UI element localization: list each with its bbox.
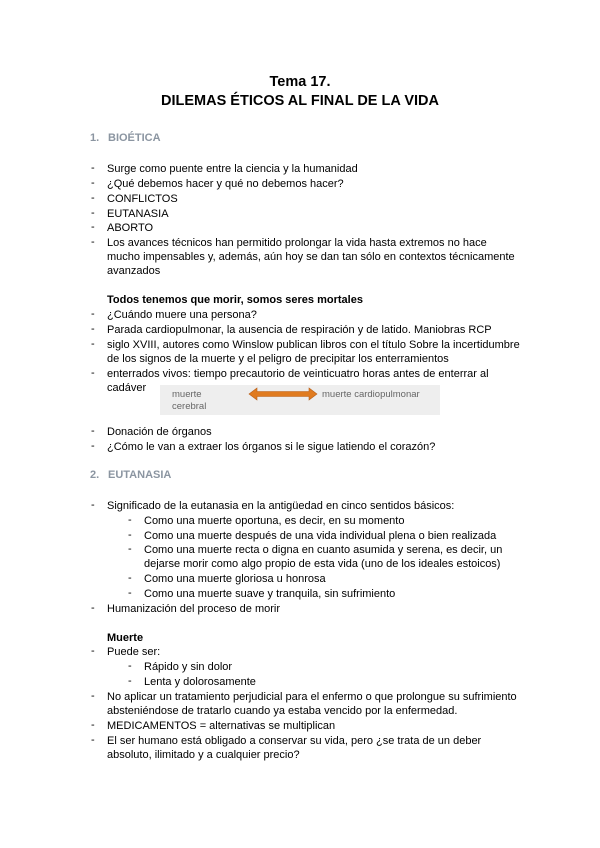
diagram-label-cerebral: muerte cerebral <box>172 389 207 412</box>
bullet-dash: - <box>91 338 95 350</box>
sub-bullet-dash: - <box>128 543 132 555</box>
sub-bullet-dash: - <box>128 587 132 599</box>
section-heading-eutanasia <box>90 469 171 481</box>
list-item-continued: absteniéndose de tratarlo cuando ya estaba vencido por la enfermedad. <box>107 705 458 717</box>
section-number: 2. <box>90 469 100 481</box>
list-item: Surge como puente entre la ciencia y la humanidad <box>107 163 358 175</box>
sub-bullet-dash: - <box>128 675 132 687</box>
list-item: enterrados vivos: tiempo precautorio de veinticuatro horas antes de enterrar al <box>107 368 489 380</box>
death-types-diagram <box>160 385 440 415</box>
sub-bullet-dash: - <box>128 660 132 672</box>
sub-list-item: Lenta y dolorosamente <box>144 676 256 688</box>
list-item: Puede ser: <box>107 646 161 658</box>
list-item: El ser humano está obligado a conservar su vida, pero ¿se trata de un deber <box>107 735 482 747</box>
bullet-dash: - <box>91 177 95 189</box>
bullet-dash: - <box>91 162 95 174</box>
bullet-dash: - <box>91 207 95 219</box>
section-number: 1. <box>90 132 100 144</box>
list-item: No aplicar un tratamiento perjudicial para el enfermo o que prolongue su sufrimiento <box>107 691 517 703</box>
bullet-dash: - <box>91 192 95 204</box>
bullet-dash: - <box>91 499 95 511</box>
list-item: ¿Qué debemos hacer y qué no debemos hacer? <box>107 178 344 190</box>
list-item: ¿Cómo le van a extraer los órganos si le sigue latiendo el corazón? <box>107 441 436 453</box>
list-item: CONFLICTOS <box>107 193 178 205</box>
list-item: MEDICAMENTOS = alternativas se multiplican <box>107 720 336 732</box>
list-item-continued: absoluto, ilimitado y a cualquier precio? <box>107 749 300 761</box>
bullet-dash: - <box>91 602 95 614</box>
list-item-continued: cadáver <box>107 382 147 394</box>
list-item: Humanización del proceso de morir <box>107 603 281 615</box>
bullet-dash: - <box>91 308 95 320</box>
section-heading-bioetica <box>90 132 161 144</box>
page-title: DILEMAS ÉTICOS AL FINAL DE LA VIDA <box>161 93 439 109</box>
bullet-dash: - <box>91 719 95 731</box>
bullet-dash: - <box>91 690 95 702</box>
subheading-muerte: Muerte <box>107 632 144 644</box>
sub-list-item: Como una muerte después de una vida individual plena o bien realizada <box>144 530 497 542</box>
list-item: siglo XVIII, autores como Winslow publican libros con el título Sobre la incertidumbre <box>107 339 520 351</box>
bullet-dash: - <box>91 645 95 657</box>
bullet-dash: - <box>91 236 95 248</box>
list-item-continued: avanzados <box>107 265 161 277</box>
list-item: Significado de la eutanasia en la antigüedad en cinco sentidos básicos: <box>107 500 455 512</box>
list-item: EUTANASIA <box>107 208 169 220</box>
section-title: BIOÉTICA <box>108 132 161 144</box>
sub-list-item-continued: dejarse morir como algo propio de esta vida (uno de los ideales estoicos) <box>144 558 501 570</box>
sub-list-item: Rápido y sin dolor <box>144 661 233 673</box>
bullet-dash: - <box>91 323 95 335</box>
list-item-continued: de los signos de la muerte y el peligro de precipitar los enterramientos <box>107 353 449 365</box>
bullet-dash: - <box>91 221 95 233</box>
subheading-mortales: Todos tenemos que morir, somos seres mortales <box>107 294 363 306</box>
sub-list-item: Como una muerte recta o digna en cuanto asumida y serena, es decir, un <box>144 544 503 556</box>
sub-bullet-dash: - <box>128 529 132 541</box>
list-item: Parada cardiopulmonar, la ausencia de respiración y de latido. Maniobras RCP <box>107 324 492 336</box>
section-title: EUTANASIA <box>108 469 172 481</box>
bullet-dash: - <box>91 440 95 452</box>
list-item: ¿Cuándo muere una persona? <box>107 309 257 321</box>
topic-number: Tema 17. <box>269 74 331 90</box>
list-item-continued: mucho impensables y, además, aún hoy se dan tan sólo en contextos técnicamente <box>107 251 515 263</box>
bullet-dash: - <box>91 425 95 437</box>
list-item: ABORTO <box>107 222 154 234</box>
bullet-dash: - <box>91 734 95 746</box>
sub-list-item: Como una muerte oportuna, es decir, en su momento <box>144 515 405 527</box>
diagram-label-cardiopulmonar: muerte cardiopulmonar <box>322 389 420 400</box>
bullet-dash: - <box>91 367 95 379</box>
sub-list-item: Como una muerte gloriosa u honrosa <box>144 573 326 585</box>
sub-bullet-dash: - <box>128 572 132 584</box>
double-arrow-icon <box>248 387 318 401</box>
list-item: Los avances técnicos han permitido prolongar la vida hasta extremos no hace <box>107 237 487 249</box>
sub-bullet-dash: - <box>128 514 132 526</box>
list-item: Donación de órganos <box>107 426 212 438</box>
sub-list-item: Como una muerte suave y tranquila, sin sufrimiento <box>144 588 396 600</box>
